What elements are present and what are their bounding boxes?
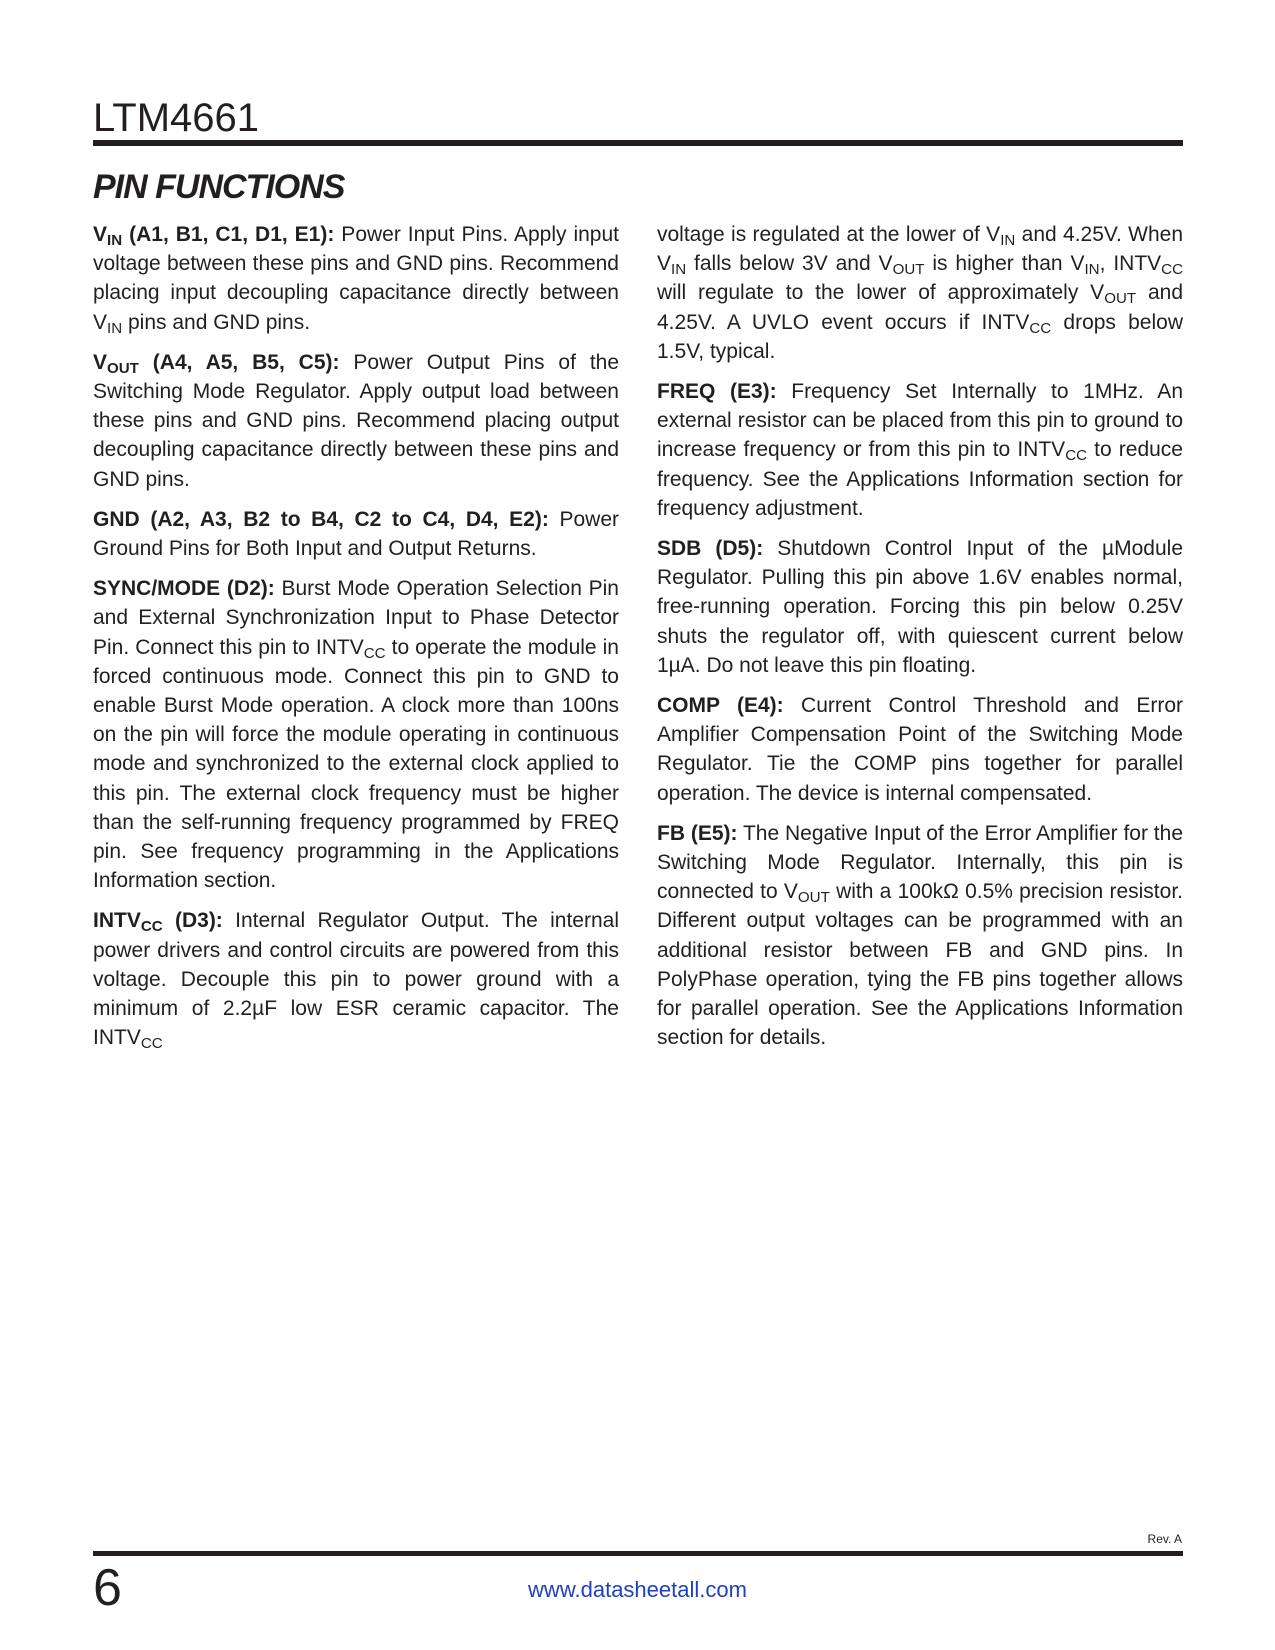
right-column: [657, 220, 1183, 1063]
pin-intvcc-continued: voltage is regulated at the lower of $V_{IN}$ and 4.25V. When $V_{IN}$ falls below 3V and $V_{OUT}$ is higher than $V_{IN}$, $INTV_{CC}$ will regulate to the lower of approximately $V_{OUT}$ and 4.25V. A UVLO event occurs if $INTV_{CC}$ drops below 1.5V, typical.: [657, 223, 1184, 363]
footer-rule: [93, 1551, 1183, 1556]
pin-freq: FREQ (E3): Frequency Set Internally to 1MHz. An external resistor can be placed from this pin to ground to increase frequency or from this pin to $INTV_{CC}$ to reduce frequency. See the Applications Information section for frequency adjustment.: [657, 380, 1183, 520]
pin-vout-name: $V_{OUT}$ (A4, A5, B5, C5):: [93, 350, 340, 377]
pin-gnd-name: GND (A2, A3, B2 to B4, C2 to C4, D4, E2):: [93, 507, 549, 531]
section-heading: PIN FUNCTIONS: [93, 168, 345, 206]
pin-sdb-name: SDB (D5):: [657, 537, 764, 561]
pin-vin: $V_{IN}$ (A1, B1, C1, D1, E1): Power Input Pins. Apply input voltage between these pins and GND pins. Recommend placing input decoupling capacitance directly between $V_{IN}$ pins and GND pins.: [93, 223, 619, 337]
pin-vout: $V_{OUT}$ (A4, A5, B5, C5): Power Output Pins of the Switching Mode Regulator. Apply output load between these pins and GND pins. Recommend placing output decoupling capacitance directly between these pins and GND pins.: [93, 350, 620, 491]
pin-sync-mode-name: SYNC/MODE (D2):: [93, 577, 275, 601]
pin-comp-name: COMP (E4):: [657, 694, 784, 718]
left-column: [93, 220, 619, 1063]
pin-freq-name: FREQ (E3):: [657, 380, 777, 404]
pin-fb: FB (E5): The Negative Input of the Error Amplifier for the Switching Mode Regulator. Internally, this pin is connected to $V_{OUT}$ with a 100kΩ 0.5% precision resistor. Different output voltages can be programmed with an additional resistor between FB and GND pins. In PolyPhase operation, tying the FB pins together allows for parallel operation. See the Applications Information section for details.: [657, 821, 1184, 1050]
pin-gnd: GND (A2, A3, B2 to B4, C2 to C4, D4, E2): Power Ground Pins for Both Input and Output Returns.: [93, 507, 620, 561]
pin-sdb: SDB (D5): Shutdown Control Input of the µModule Regulator. Pulling this pin above 1.6V enables normal, free-running operation. Forcing this pin below 0.25V shuts the regulator off, with quiescent current below 1µA. Do not leave this pin floating.: [657, 537, 1183, 677]
revision-label: Rev. A: [1147, 1532, 1182, 1546]
pin-intvcc: $INTV_{CC}$ (D3): Internal Regulator Output. The internal power drivers and control circuits are powered from this voltage. Decouple this pin to power ground with a minimum of 2.2µF low ESR ceramic capacitor. The $INTV_{CC}$: [93, 909, 619, 1053]
header-rule: [93, 140, 1183, 146]
page-header-title: LTM4661: [93, 96, 260, 140]
pin-intvcc-name: $INTV_{CC}$ (D3):: [93, 909, 223, 936]
pin-vin-name: $V_{IN}$ (A1, B1, C1, D1, E1):: [93, 223, 335, 249]
page-number: 6: [93, 1559, 122, 1617]
pin-fb-name: FB (E5):: [657, 821, 738, 845]
pin-sync-mode: SYNC/MODE (D2): Burst Mode Operation Selection Pin and External Synchronization Input to Phase Detector Pin. Connect this pin to $INTV_{CC}$ to operate the module in forced continuous mode. Connect this pin to GND to enable Burst Mode operation. A clock more than 100ns on the pin will force the module operating in continuous mode and synchronized to the external clock applied to this pin. The external clock frequency must be higher than the self-running frequency programmed by FREQ pin. See frequency programming in the Applications Information section.: [93, 577, 619, 893]
footer-url-link[interactable]: www.datasheetall.com: [528, 1577, 747, 1602]
pin-comp: COMP (E4): Current Control Threshold and Error Amplifier Compensation Point of the Switching Mode Regulator. Tie the COMP pins together for parallel operation. The device is internal compensated.: [657, 694, 1183, 805]
